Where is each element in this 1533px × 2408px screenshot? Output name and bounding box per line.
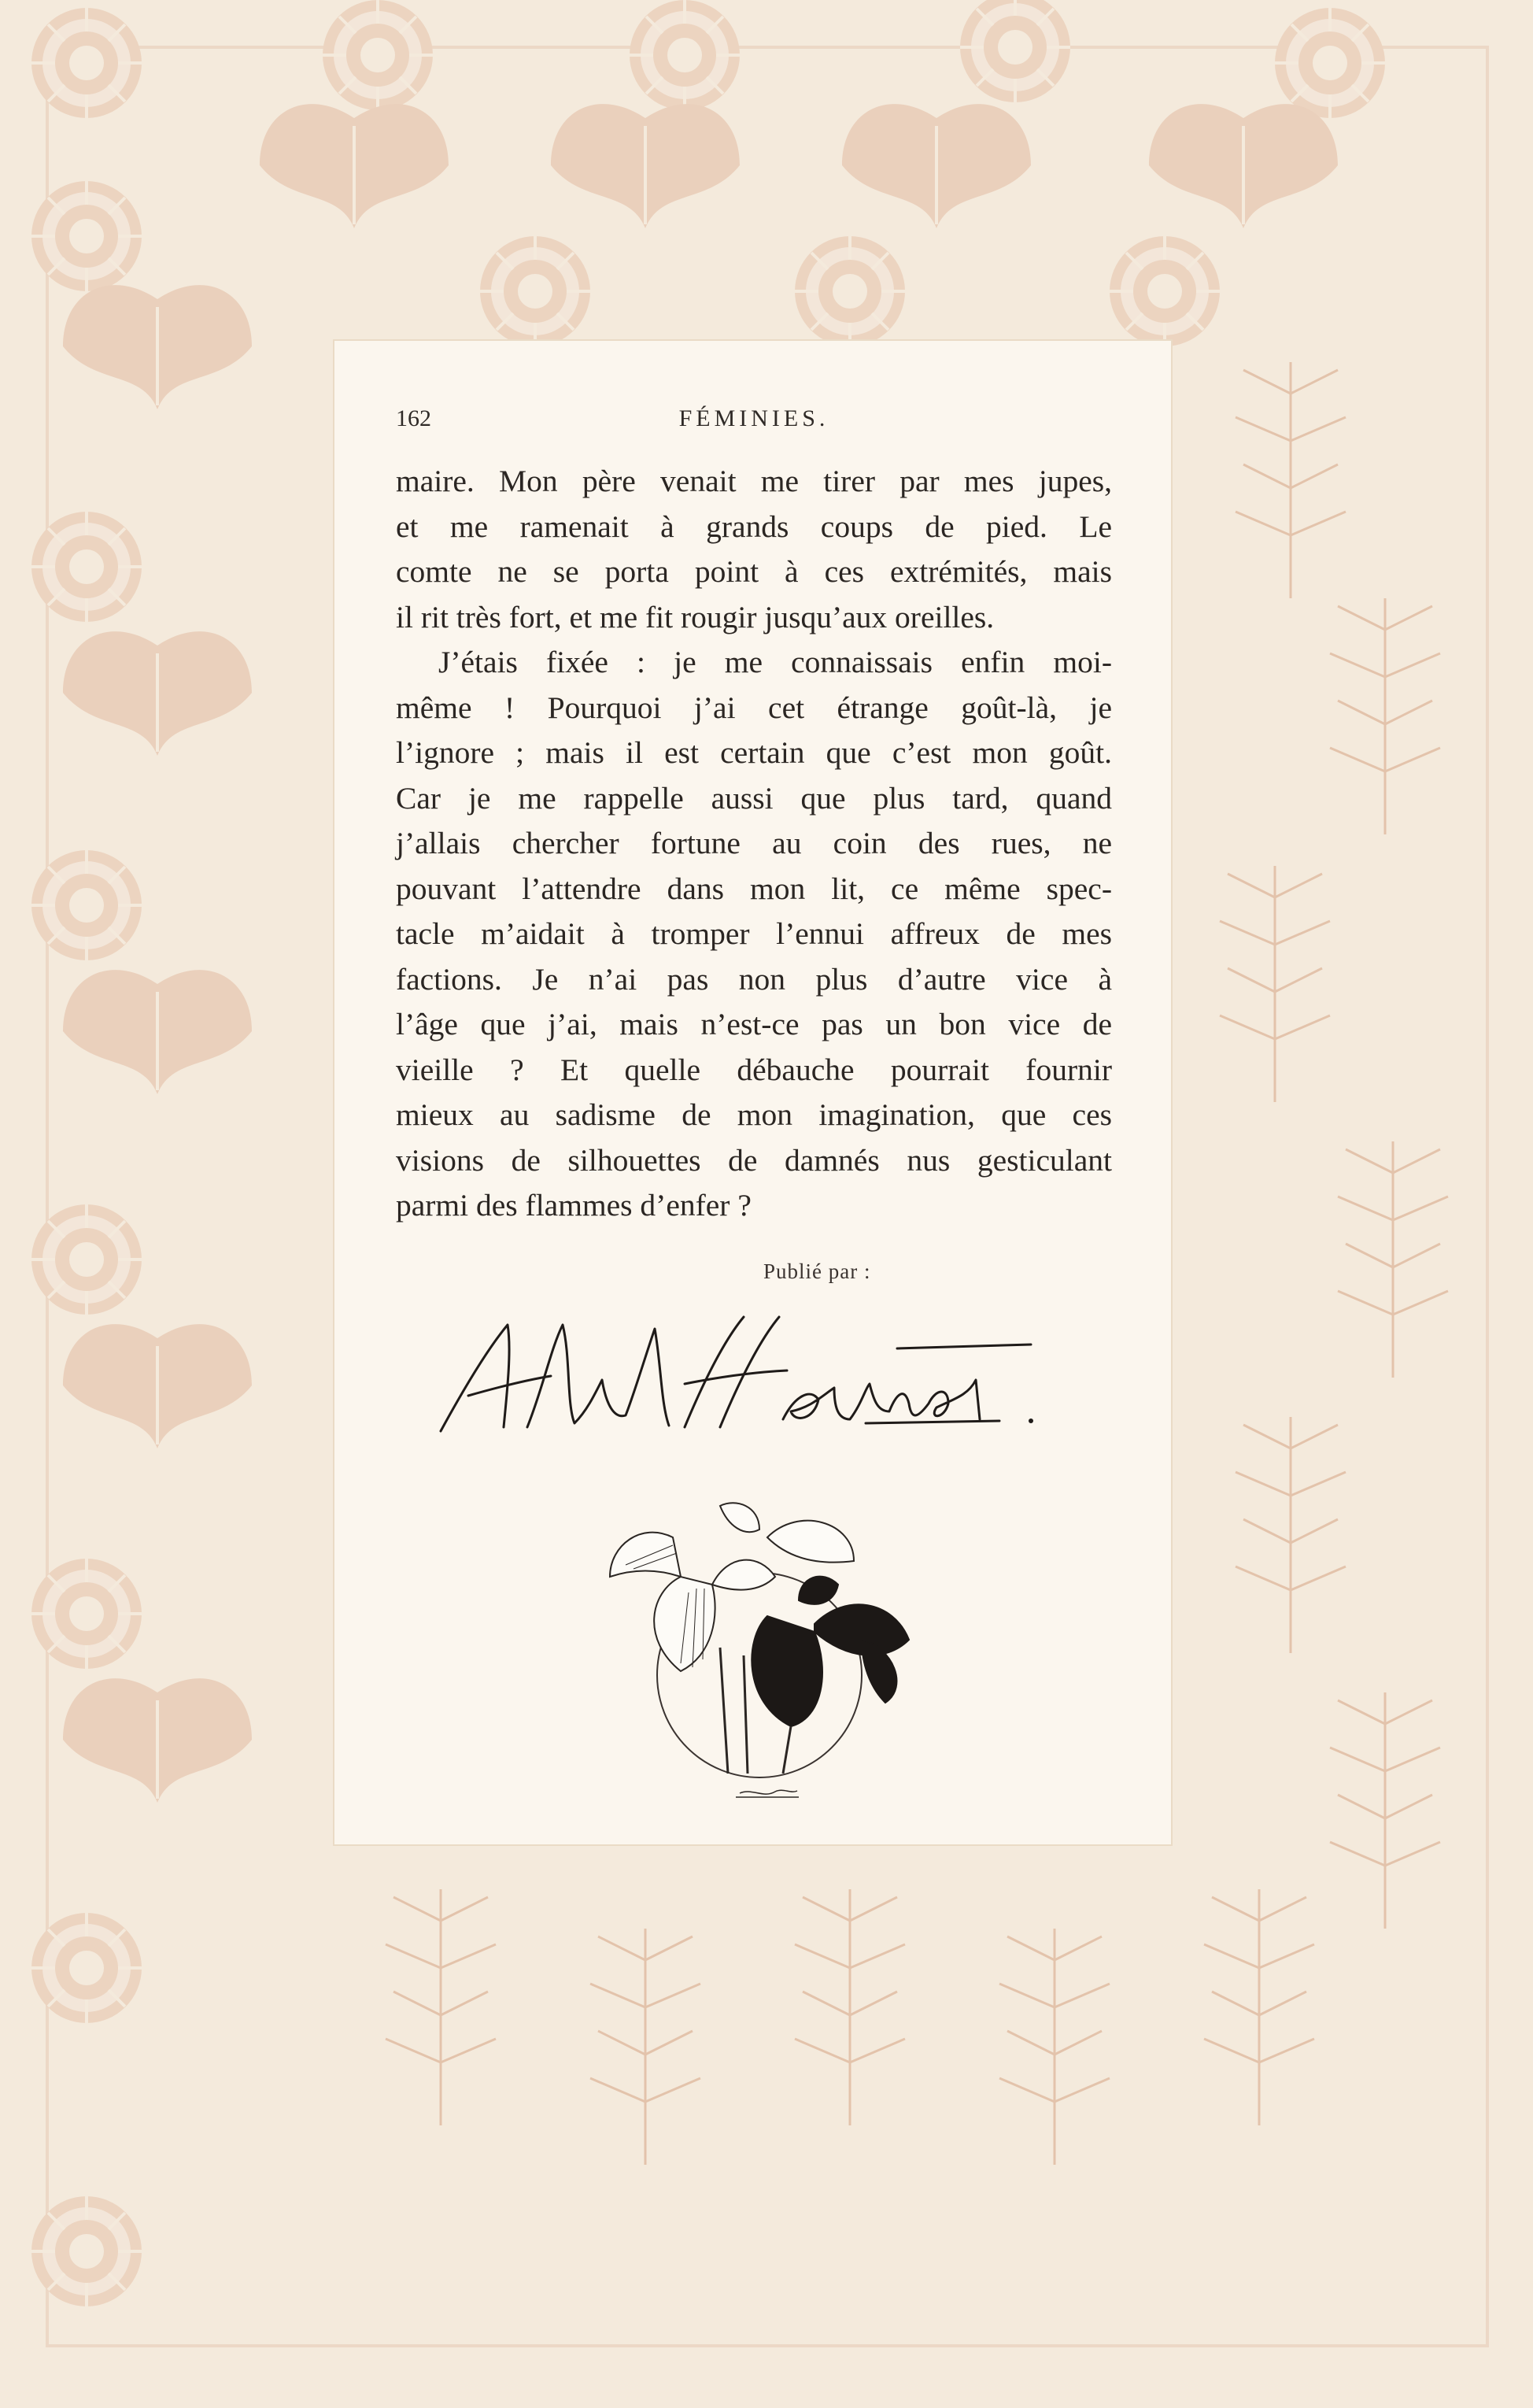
text-line: et me ramenait à grands coups de pied. Le: [396, 509, 1112, 544]
journal-title: FÉMINIES.: [678, 405, 829, 431]
body-text: [396, 459, 1112, 1229]
text-line: j’allais chercher fortune au coin des rues, ne: [396, 826, 1112, 860]
text-line: maire. Mon père venait me tirer par mes jupes,: [396, 464, 1112, 498]
published-by-label: Publié par :: [763, 1259, 871, 1283]
text-line: l’ignore ; mais il est certain que c’est mon goût.: [396, 735, 1112, 770]
text-line: pouvant l’attendre dans mon lit, ce même spec-: [396, 871, 1112, 906]
text-line: mieux au sadisme de mon imagination, que ces: [396, 1097, 1112, 1132]
signature: [425, 1301, 1039, 1443]
text-line: visions de silhouettes de damnés nus gesticulant: [396, 1142, 1112, 1178]
iris-illustration: [563, 1490, 956, 1821]
page-number: 162: [396, 405, 431, 431]
text-panel: [334, 341, 1171, 1844]
text-line: J’étais fixée : je me connaissais enfin moi-: [438, 645, 1112, 679]
text-line: parmi des flammes d’enfer ?: [396, 1188, 752, 1222]
text-line: Car je me rappelle aussi que plus tard, quand: [396, 780, 1112, 816]
text-line: même ! Pourquoi j’ai cet étrange goût-là, je: [396, 690, 1112, 725]
text-line: comte ne se porta point à ces extrémités, mais: [396, 554, 1112, 589]
text-line: vieille ? Et quelle débauche pourrait fournir: [396, 1052, 1112, 1087]
text-line: l’âge que j’ai, mais n’est-ce pas un bon vice de: [396, 1007, 1112, 1041]
running-head: [396, 405, 1112, 445]
text-line: il rit très fort, et me fit rougir jusqu’aux oreilles.: [396, 599, 995, 634]
text-line: factions. Je n’ai pas non plus d’autre vice à: [396, 961, 1112, 997]
text-line: tacle m’aidait à tromper l’ennui affreux de mes: [396, 916, 1112, 951]
